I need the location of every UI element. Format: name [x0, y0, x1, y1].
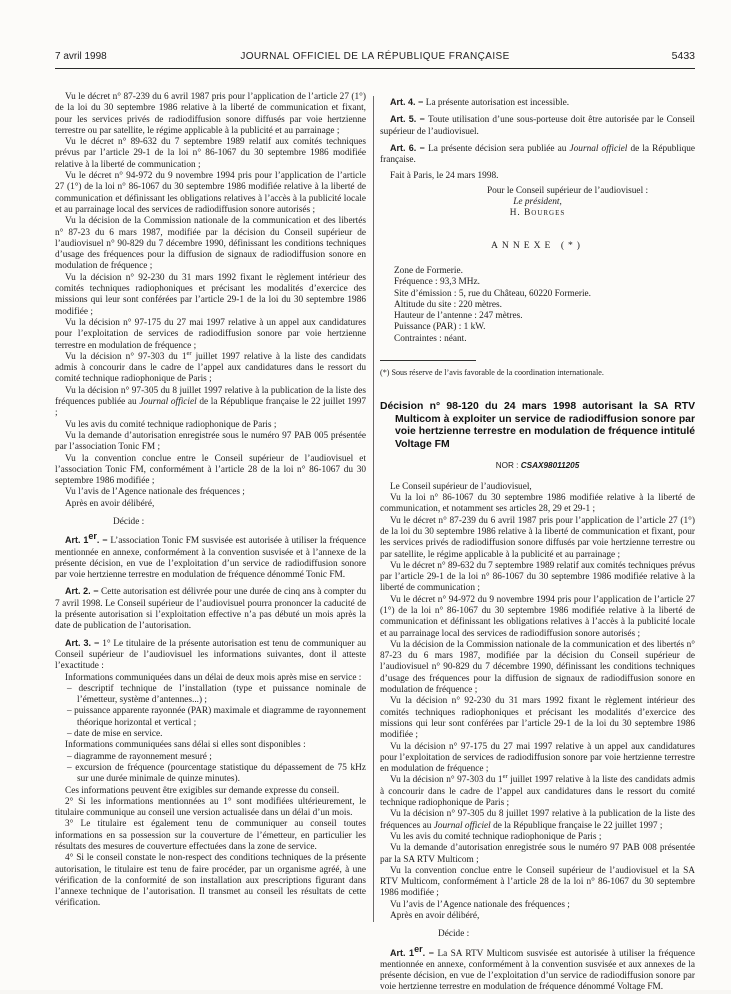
page-header: [55, 50, 695, 69]
text-block-para: [55, 454, 366, 488]
text-block-art: [55, 638, 366, 673]
text-segment: NOR :: [495, 461, 521, 471]
text-segment: Contraintes : néant.: [394, 333, 467, 344]
text-block-para: [55, 386, 366, 420]
text-segment: Vu la décision n° 97-175 du 27 mai 1997 relative à un appel aux candidatures pour l’exploitation de services de radiodiffusion sonore par voie hertzienne terrestre en modulation de fréquence ;: [55, 317, 366, 351]
text-block-art: [380, 143, 695, 167]
text-segment: Vu l’avis de l’Agence nationale des fréquences ;: [65, 487, 245, 498]
text-block-center: [380, 208, 695, 219]
text-segment: Vu la décision n° 97-303 du 1: [65, 351, 187, 362]
text-segment: Fait à Paris, le 24 mars 1998.: [390, 171, 499, 182]
text-segment: Vu la décision n° 97-305 du 8 juillet 1997 relative à la publication de la liste des fréquences au: [380, 809, 695, 831]
text-segment: Vu la demande d’autorisation enregistrée sous le numéro 97 PAB 008 présentée par la SA RTV Multicom ;: [380, 843, 695, 865]
text-segment: Vu la décision n° 92-230 du 31 mars 1992 fixant le règlement intérieur des comités techniques radiophoniques et précisant les modalités d’exercice des missions qui leur sont conférées par l’article 29-1 de la loi du 30 septembre 1986 modifiée ;: [380, 696, 695, 741]
text-block-para: [55, 318, 366, 352]
text-block-para: [55, 420, 366, 431]
text-segment: er: [414, 943, 423, 954]
text-block-annexe-line: [394, 300, 695, 311]
text-block-para: [380, 595, 695, 640]
text-segment: 3° Le titulaire est également tenu de communiquer au conseil toutes informations en sa possession sur la couverture de l’émetteur, en particulier les résultats des mesures de couverture effectuées dans la zone de service.: [55, 819, 366, 852]
text-block-para: [55, 819, 366, 853]
left-column: [55, 92, 366, 994]
text-segment: H. Bourges: [509, 208, 566, 219]
text-segment: Puissance (PAR) : 1 kW.: [394, 322, 486, 333]
text-block-para: [55, 349, 366, 386]
text-segment: Vu le décret n° 87-239 du 6 avril 1987 pris pour l’application de l’article 27 (1°) de la loi du 30 septembre 1986 relative à la liberté de communication et fixant, pour les services privés de radiodiffusion sonore diffusés par voie hertzienne terrestre ou par satellite, le régime applicable à la publicité et au parrainage ;: [380, 515, 695, 560]
text-segment: Hauteur de l’antenne : 247 mètres.: [394, 311, 523, 322]
text-block-footnote: [380, 368, 695, 378]
text-block-para: [380, 775, 695, 809]
text-segment: Vu la décision de la Commission nationale de la communication et des libertés n° 87-23 du 6 mars 1987, modifiée par la décision du Conseil supérieur de l’audiovisuel n° 90-829 du 7 décembre 1990, définissant les conditions techniques d’usage des fréquences pour la diffusion de signaux de radiodiffusion sonore en modulation de fréquence ;: [55, 216, 366, 272]
text-segment: Vu le décret n° 87-239 du 6 avril 1987 pris pour l’application de l’article 27 (1°) de la loi du 30 septembre 1986 relative à la liberté de communication et fixant, pour les services privés de radiodiffusion sonore diffusés par voie hertzienne terrestre ou par satellite, le régime applicable à la publicité et au parrainage ;: [55, 92, 366, 136]
text-segment: Journal officiel: [139, 397, 197, 408]
text-block-annexe-line: [394, 334, 695, 345]
text-segment: – descriptif technique de l’installation (type et puissance nominale de l’émetteur, système d’antennes...) ;: [67, 683, 366, 706]
text-block-para: [380, 561, 695, 595]
text-segment: Informations communiquées dans un délai de deux mois après mise en service :: [65, 672, 362, 683]
text-block-para: [55, 740, 366, 751]
text-block-para: [380, 809, 695, 832]
text-segment: La présente autorisation est incessible.: [425, 98, 570, 108]
text-block-art: [380, 171, 695, 182]
text-segment: La présente décision sera publiée au: [428, 143, 570, 154]
text-block-decide: [438, 929, 695, 940]
text-segment: Vu la décision n° 97-303 du 1: [390, 775, 503, 786]
text-block-art: [55, 531, 366, 581]
text-block-para: [380, 832, 695, 843]
text-block-para: [55, 797, 366, 820]
page-number: 5433: [671, 50, 695, 62]
text-segment: Art. 1: [390, 947, 415, 958]
text-block-para: [380, 866, 695, 900]
text-block-para: [55, 487, 366, 498]
text-block-para: [380, 900, 695, 911]
text-block-para: [380, 640, 695, 696]
text-block-para: [55, 273, 366, 318]
text-block-para: [380, 696, 695, 741]
text-block-para: [380, 843, 695, 866]
text-segment: Vu la décision n° 97-175 du 27 mai 1997 relative à un appel aux candidatures pour l’exploitation de services de radiodiffusion sonore par voie hertzienne terrestre en modulation de fréquence ;: [380, 741, 695, 775]
text-block-para: [55, 673, 366, 684]
text-block-para: [55, 431, 366, 454]
text-segment: Vu la décision n° 97-305 du 8 juillet 1997 relative à la publication de la liste des fréquences publiée au: [55, 385, 366, 408]
text-block-para: [55, 786, 366, 797]
text-block-para: [380, 493, 695, 516]
text-block-art: [380, 943, 695, 994]
text-segment: Art. 6. −: [390, 142, 429, 153]
text-segment: Journal officiel: [433, 820, 491, 831]
text-block-para: [380, 742, 695, 776]
text-segment: juillet 1997 relative à la liste des candidats admis à concourir dans le cadre de l’appel aux candidatures dans le ressort du comité technique radiophonique de Paris ;: [380, 775, 695, 809]
text-block-annexe-line: [394, 322, 695, 333]
two-column-body: [55, 92, 696, 993]
text-segment: Vu la convention conclue entre le Conseil supérieur de l’audiovisuel et l’association Tonic FM, conformément à l’article 28 de la loi n° 86-1067 du 30 septembre 1986 modifiée ;: [55, 453, 366, 487]
text-segment: Fréquence : 93,3 MHz.: [394, 277, 480, 288]
text-block-art: [55, 586, 366, 632]
text-segment: ANNEXE (*): [490, 239, 585, 251]
text-segment: – diagramme de rayonnement mesuré ;: [67, 751, 212, 762]
text-segment: L’association Tonic FM susvisée est autorisée à utiliser la fréquence mentionnée en annexe, conformément à la convention susvisée et à l’annexe de la présente décision, en vue de l’exploitation d’un service de radiodiffusion sonore par voie hertzienne terrestre en modulation de fréquence dénommé Tonic FM.: [55, 536, 366, 581]
text-block-art: [380, 114, 695, 138]
text-block-annexe-title: [380, 240, 695, 251]
text-segment: . −: [96, 535, 111, 546]
text-block-dash: [67, 683, 366, 707]
text-segment: 4° Si le conseil constate le non-respect des conditions techniques de la présente autorisation, le titulaire est tenu de faire procéder, par un organisme agréé, à une vérification de la conformité de son installation aux prescriptions figurant dans l’annexe technique de l’autorisation. Il transmet au conseil les résultats de cette vérification.: [55, 853, 366, 909]
text-block-dash: [67, 729, 366, 740]
text-segment: Après en avoir délibéré,: [65, 498, 155, 509]
text-segment: Art. 4. −: [390, 97, 426, 107]
text-segment: Le Conseil supérieur de l’audiovisuel,: [390, 481, 532, 492]
text-segment: er: [502, 773, 508, 781]
text-segment: Journal officiel: [569, 143, 628, 154]
text-segment: Vu la convention conclue entre le Conseil supérieur de l’audiovisuel et la SA RTV Multicom, conformément à l’article 28 de la loi n° 86-1067 du 30 septembre 1986 modifiée ;: [380, 865, 695, 899]
text-block-para: [380, 911, 695, 922]
text-segment: 2° Si les informations mentionnées au 1° sont modifiées ultérieurement, le titulaire communique au conseil une version actualisée dans un délai d’un mois.: [55, 796, 366, 819]
text-segment: Décision n° 98-120 du 24 mars 1998 autorisant la SA RTV Multicom à exploiter un service de radiodiffusion sonore par voie hertzienne terrestre en modulation de fréquence intitulé Voltage FM: [380, 401, 695, 450]
footnote-rule: [380, 360, 476, 361]
text-block-dash: [67, 706, 366, 729]
text-segment: La SA RTV Multicom susvisée est autorisée à utiliser la fréquence mentionnée en annexe, conformément à la convention susvisée et aux annexes de la présente décision, en vue de l’exploitation d’un service de radiodiffusion sonore par voie hertzienne terrestre en modulation de fréquence dénommé Voltage FM.: [380, 948, 695, 993]
journal-title: JOURNAL OFFICIEL DE LA RÉPUBLIQUE FRANÇAISE: [240, 51, 510, 62]
text-segment: de la République française.: [380, 143, 696, 166]
text-segment: Altitude du site : 220 mètres.: [394, 299, 502, 310]
text-block-para: [380, 482, 695, 493]
text-block-sig-top: [380, 186, 695, 197]
text-block-dash: [67, 751, 366, 763]
text-segment: er: [88, 531, 97, 542]
text-block-para: [55, 499, 366, 510]
text-block-para: [55, 137, 366, 171]
text-block-heading: [380, 401, 695, 451]
text-segment: Pour le Conseil supérieur de l’audiovisuel :: [486, 185, 649, 196]
text-segment: Art. 3. −: [65, 637, 103, 648]
text-segment: Site d’émission : 5, rue du Château, 60220 Formerie.: [394, 288, 592, 299]
text-segment: Vu l’avis de l’Agence nationale des fréquences ;: [390, 899, 570, 910]
text-block-annexe-line: [394, 266, 695, 277]
text-segment: juillet 1997 relative à la liste des candidats admis à concourir dans le cadre de l’appel aux candidatures dans le ressort du comité technique radiophonique de Paris ;: [55, 351, 366, 385]
text-segment: Décide :: [438, 929, 470, 940]
text-segment: Décide :: [113, 516, 145, 527]
text-segment: Vu le décret n° 94-972 du 9 novembre 1994 pris pour l’application de l’article 27 (1°) de la loi n° 86-1067 du 30 septembre 1986 modifiée relative à la liberté de communication et définissant les obligations relatives à l’accès à la publicité locale et au parrainage local des services de radiodiffusion sonore autorisés ;: [55, 171, 366, 215]
text-segment: Vu le décret n° 89-632 du 7 septembre 1989 relatif aux comités techniques prévus par l’article 29-1 de la loi n° 86-1067 du 30 septembre 1986 modifiée relative à la liberté de communication ;: [380, 560, 695, 594]
header-date: 7 avril 1998: [55, 51, 107, 62]
text-segment: Art. 2. −: [65, 586, 102, 597]
text-segment: . −: [422, 947, 438, 958]
text-block-art: [380, 97, 695, 109]
text-segment: Après en avoir délibéré,: [390, 911, 480, 921]
text-segment: er: [186, 349, 192, 357]
text-segment: Vu le décret n° 89-632 du 7 septembre 1989 relatif aux comités techniques prévus par l’article 29-1 de la loi n° 86-1067 du 30 septembre 1986 modifiée relative à la liberté de communication ;: [55, 137, 366, 170]
text-block-para: [55, 216, 366, 272]
text-segment: CSAX98011205: [520, 461, 580, 471]
text-segment: Art. 5. −: [390, 114, 428, 125]
text-segment: Vu les avis du comité technique radiophonique de Paris ;: [390, 831, 602, 842]
text-block-annexe-line: [394, 289, 695, 300]
text-block-annexe-line: [394, 277, 695, 288]
text-segment: Vu la décision de la Commission nationale de la communication et des libertés n° 87-23 du 6 mars 1987, modifiée par la décision du Conseil supérieur de l’audiovisuel n° 90-829 du 7 décembre 1990, définissant les conditions techniques d’usage des fréquences pour la diffusion de signaux de radiodiffusion sonore en modulation de fréquence ;: [380, 639, 695, 696]
text-block-dash: [67, 762, 366, 786]
text-segment: de la République française le 22 juillet 1997 ;: [55, 397, 367, 419]
text-segment: Toute utilisation d’une sous-porteuse doit être autorisée par le Conseil supérieur de l’audiovisuel.: [380, 115, 696, 137]
text-segment: de la République française le 22 juillet 1997 ;: [490, 820, 663, 831]
text-segment: Zone de Formerie.: [394, 265, 463, 276]
text-segment: Vu la décision n° 92-230 du 31 mars 1992 fixant le règlement intérieur des comités techniques radiophoniques et précisant les modalités d’exercice des missions qui leur sont conférées par l’article 29-1 de la loi du 30 septembre 1986 modifiée ;: [55, 272, 366, 317]
text-segment: Vu la loi n° 86-1067 du 30 septembre 1986 modifiée relative à la liberté de communication, et notamment ses articles 28, 29 et 29-1 ;: [380, 493, 695, 515]
text-segment: Ces informations peuvent être exigibles sur demande expresse du conseil.: [65, 785, 340, 796]
text-segment: Vu les avis du comité technique radiophonique de Paris ;: [65, 419, 277, 430]
text-segment: Informations communiquées sans délai si elles sont disponibles :: [65, 740, 306, 751]
text-segment: Cette autorisation est délivrée pour une durée de cinq ans à compter du 7 avril 1998. Le Conseil supérieur de l’audiovisuel pourra prononcer la caducité de la présente autorisation si l’exploitation effective n’a pas débuté un mois après la date de publication de l’autorisation.: [55, 587, 366, 632]
text-block-center: [380, 197, 695, 208]
text-segment: Vu la demande d’autorisation enregistrée sous le numéro 97 PAB 005 présentée par l’association Tonic FM ;: [55, 430, 366, 453]
text-segment: (*) Sous réserve de l’avis favorable de la coordination internationale.: [380, 368, 604, 378]
right-column: [380, 92, 695, 994]
text-block-para: [55, 92, 366, 137]
text-block-annexe-line: [394, 311, 695, 322]
text-segment: – puissance apparente rayonnée (PAR) maximale et diagramme de rayonnement théorique horizontal et vertical ;: [67, 706, 366, 728]
text-block-para: [380, 516, 695, 561]
text-block-para: [55, 171, 366, 216]
text-segment: – excursion de fréquence (pourcentage statistique du dépassement de 75 kHz sur une durée minimale de quinze minutes).: [67, 762, 366, 785]
text-block-decide: [113, 517, 366, 528]
text-segment: – date de mise en service.: [67, 729, 163, 740]
text-segment: Le président,: [513, 197, 562, 208]
text-segment: Vu le décret n° 94-972 du 9 novembre 1994 pris pour l’application de l’article 27 (1°) de la loi n° 86-1067 du 30 septembre 1986 modifiée relative à la liberté de communication et définissant les obligations relatives à l’accès à la publicité locale et au parrainage local des services de radiodiffusion sonore autorisés ;: [380, 594, 695, 639]
text-block-nor: [380, 460, 695, 471]
text-segment: Art. 1: [65, 535, 89, 546]
text-block-para: [55, 853, 366, 909]
column-divider: [373, 96, 374, 922]
text-segment: 1° Le titulaire de la présente autorisation est tenu de communiquer au Conseil supérieur de l’audiovisuel les informations suivantes, dont il atteste l’exactitude :: [55, 638, 366, 672]
